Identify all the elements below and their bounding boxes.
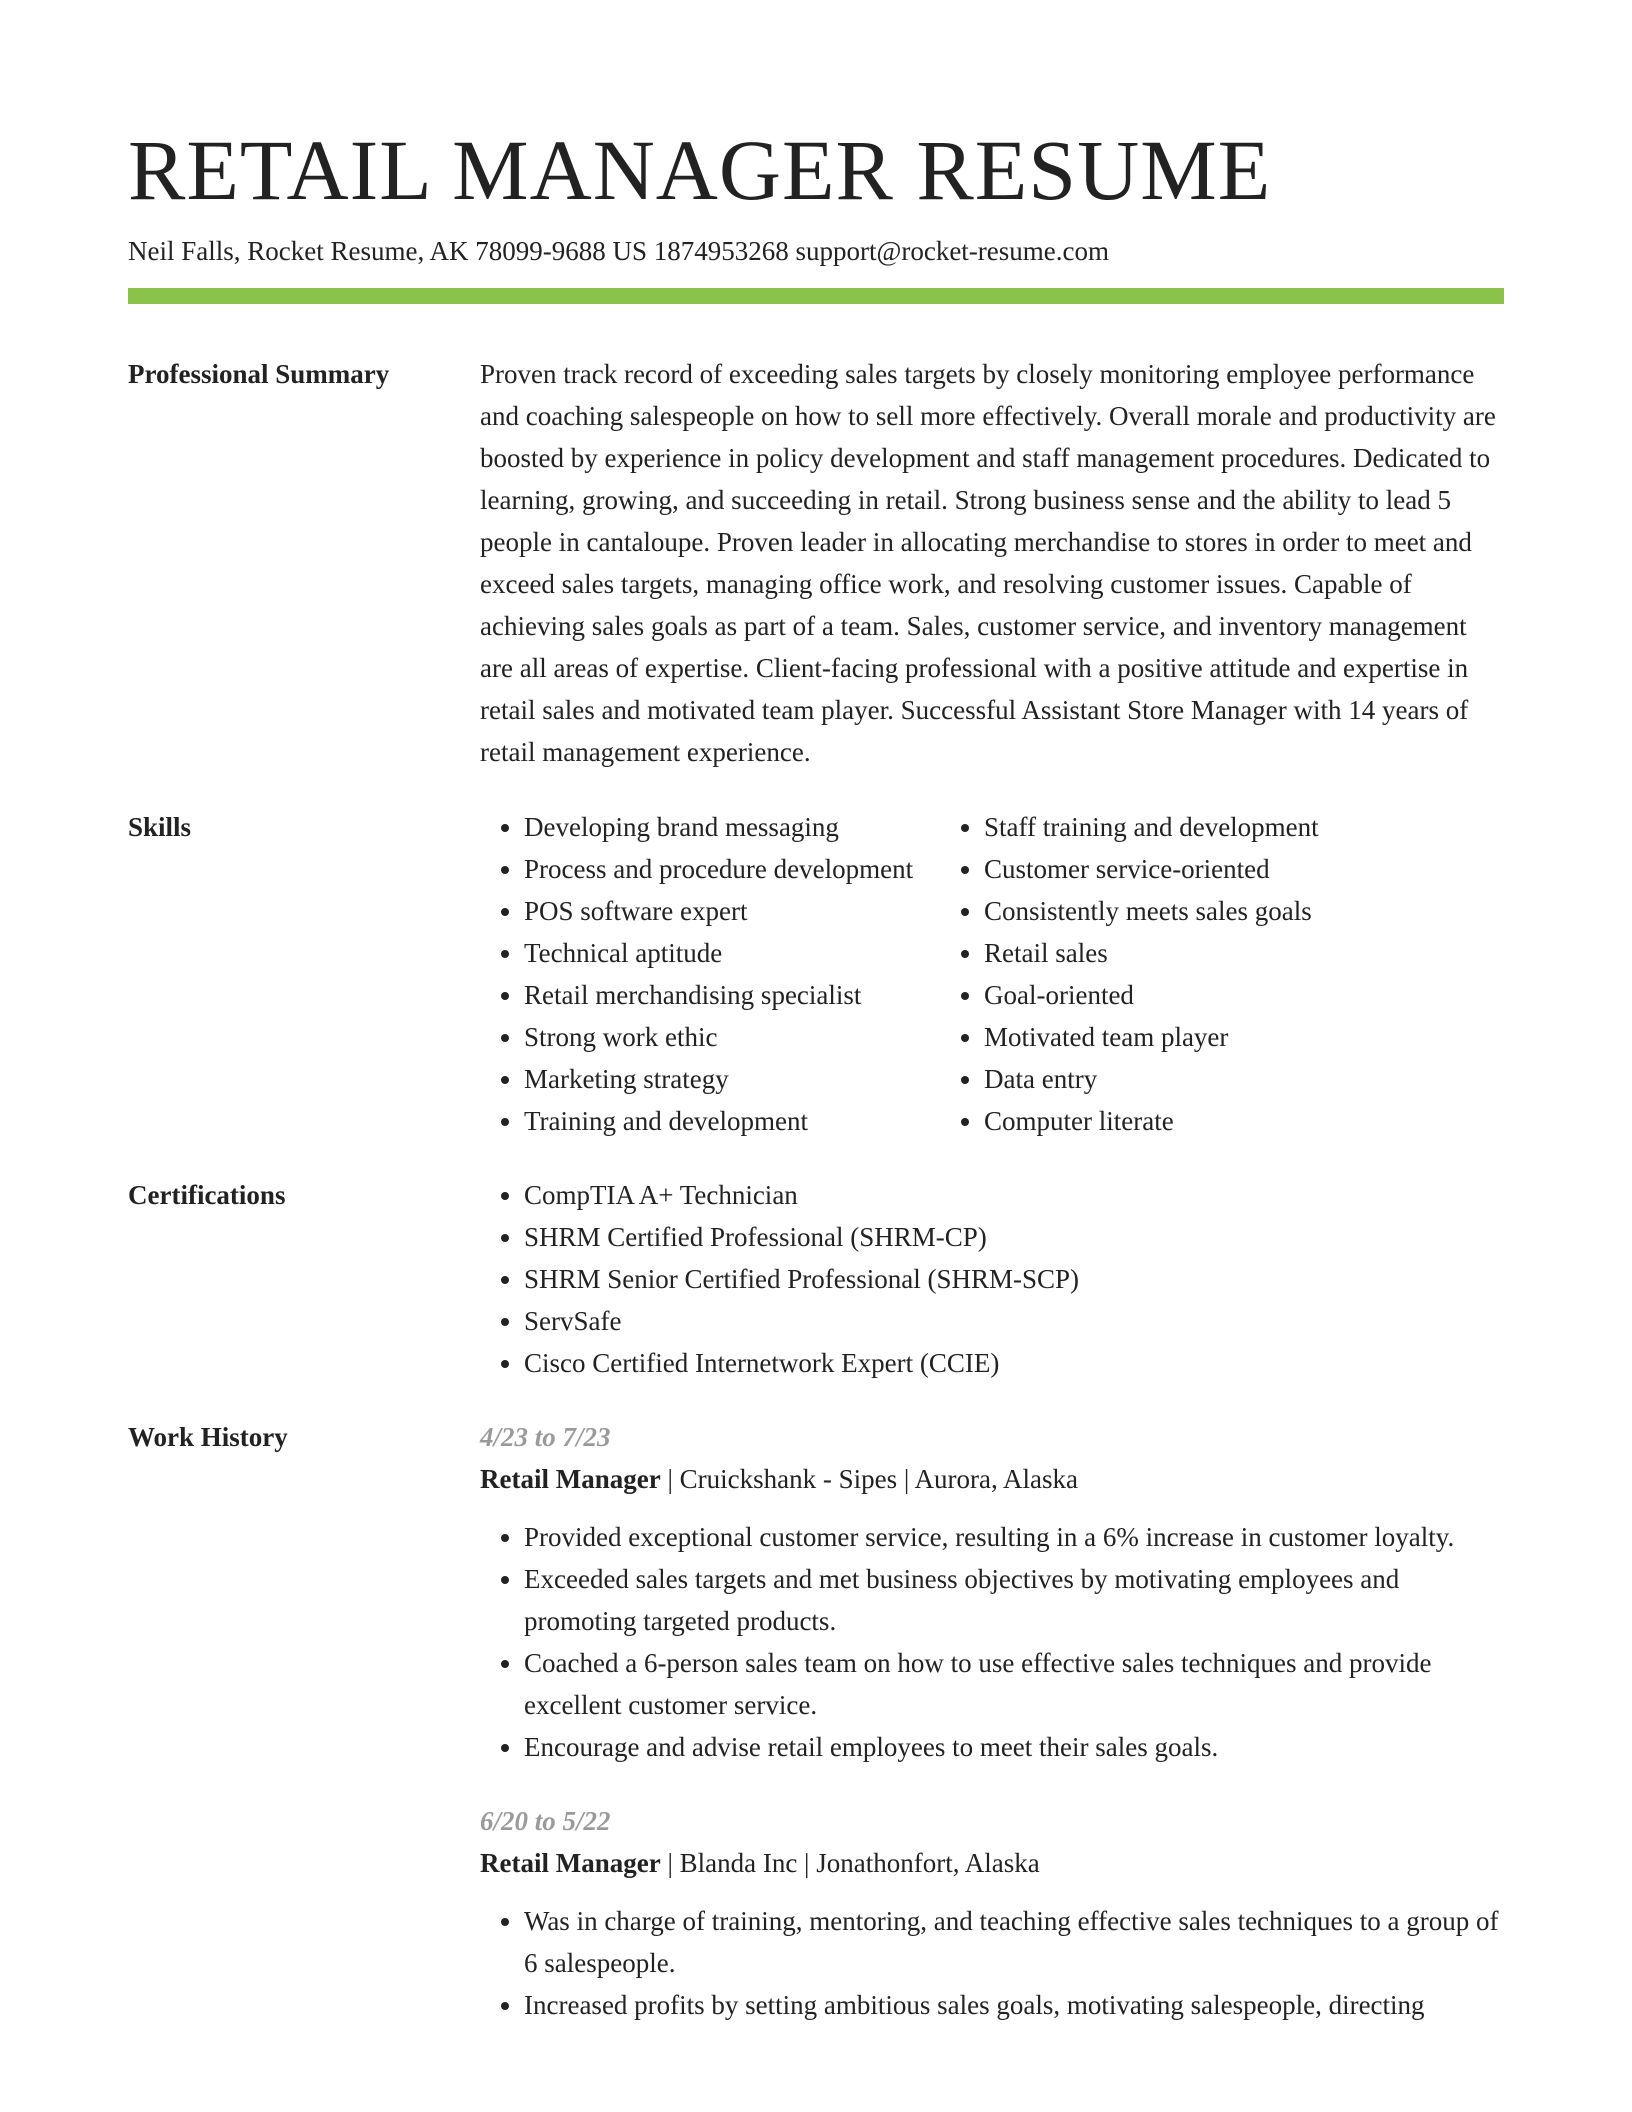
- certification-item: • SHRM Certified Professional (SHRM-CP): [524, 1216, 1504, 1258]
- job-company-location: | Cruickshank - Sipes | Aurora, Alaska: [660, 1464, 1078, 1494]
- skill-item: • Process and procedure development: [524, 848, 940, 890]
- job-bullet: • Exceeded sales targets and met business objectives by motivating employees and promoting targeted products.: [524, 1558, 1504, 1642]
- job-company-location: | Blanda Inc | Jonathonfort, Alaska: [660, 1848, 1040, 1878]
- resume-page: [128, 118, 1504, 2026]
- certification-item: • CompTIA A+ Technician: [524, 1174, 1504, 1216]
- summary-text: Proven track record of exceeding sales targets by closely monitoring employee performance and coaching salespeople on how to sell more effectively. Overall morale and productivity are boosted by experience in policy development and staff management procedures. Dedicated to learning, growing, and succeeding in retail. Strong business sense and the ability to lead 5 people in cantaloupe. Proven leader in allocating merchandise to stores in order to meet and exceed sales targets, managing office work, and resolving customer issues. Capable of achieving sales goals as part of a team. Sales, customer service, and inventory management are all areas of expertise. Client-facing professional with a positive attitude and expertise in retail sales and motivated team player. Successful Assistant Store Manager with 14 years of retail management experience.: [480, 359, 1496, 767]
- skill-item: • POS software expert: [524, 890, 940, 932]
- header-divider: [128, 288, 1504, 304]
- certifications-section: [128, 1174, 1504, 1384]
- work-history-heading: Work History: [128, 1422, 288, 1452]
- job-title: Retail Manager: [480, 1464, 661, 1494]
- skills-list-left: [480, 806, 940, 1142]
- summary-section: [128, 353, 1504, 773]
- skill-item: • Retail sales: [984, 932, 1504, 974]
- contact-line: [128, 234, 1504, 268]
- skill-item: • Computer literate: [984, 1100, 1504, 1142]
- certification-item: • ServSafe: [524, 1300, 1504, 1342]
- skill-item: • Motivated team player: [984, 1016, 1504, 1058]
- certifications-body: [480, 1174, 1504, 1384]
- skill-item: • Marketing strategy: [524, 1058, 940, 1100]
- resume-title: RETAIL MANAGER RESUME: [128, 122, 1272, 218]
- skill-item: • Consistently meets sales goals: [984, 890, 1504, 932]
- skills-heading: Skills: [128, 812, 192, 842]
- certifications-heading: Certifications: [128, 1180, 286, 1210]
- contact-email[interactable]: support@rocket-resume.com: [795, 236, 1110, 266]
- skill-item: • Strong work ethic: [524, 1016, 940, 1058]
- certifications-list: [480, 1174, 1504, 1384]
- skill-item: • Goal-oriented: [984, 974, 1504, 1016]
- job-bullet: • Increased profits by setting ambitious sales goals, motivating salespeople, directing: [524, 1984, 1504, 2026]
- job-dates: 6/20 to 5/22: [480, 1806, 611, 1836]
- skill-item: • Staff training and development: [984, 806, 1504, 848]
- skill-item: • Developing brand messaging: [524, 806, 940, 848]
- work-history-body: [480, 1416, 1504, 2026]
- skill-item: • Retail merchandising specialist: [524, 974, 940, 1016]
- job-bullets: [480, 1516, 1504, 1768]
- job-bullet: • Was in charge of training, mentoring, and teaching effective sales techniques to a group of 6 salespeople.: [524, 1900, 1504, 1984]
- job-entry: [480, 1800, 1504, 2026]
- job-bullet: • Encourage and advise retail employees to meet their sales goals.: [524, 1726, 1504, 1768]
- job-bullets: [480, 1900, 1504, 2026]
- skill-item: • Technical aptitude: [524, 932, 940, 974]
- job-header: [480, 1458, 1504, 1500]
- contact-address: Neil Falls, Rocket Resume, AK 78099-9688 US: [128, 236, 647, 266]
- job-dates: 4/23 to 7/23: [480, 1422, 611, 1452]
- work-history-section: [128, 1416, 1504, 2026]
- job-bullet: • Provided exceptional customer service, resulting in a 6% increase in customer loyalty.: [524, 1516, 1504, 1558]
- certification-item: • Cisco Certified Internetwork Expert (CCIE): [524, 1342, 1504, 1384]
- skills-list-right: [940, 806, 1504, 1142]
- job-bullet: • Coached a 6-person sales team on how to use effective sales techniques and provide excellent customer service.: [524, 1642, 1504, 1726]
- contact-phone: 1874953268: [653, 236, 789, 266]
- job-header: [480, 1842, 1504, 1884]
- certification-item: • SHRM Senior Certified Professional (SHRM-SCP): [524, 1258, 1504, 1300]
- skills-section: [128, 806, 1504, 1142]
- skill-item: • Training and development: [524, 1100, 940, 1142]
- skill-item: • Data entry: [984, 1058, 1504, 1100]
- skill-item: • Customer service-oriented: [984, 848, 1504, 890]
- job-title: Retail Manager: [480, 1848, 661, 1878]
- job-entry: [480, 1416, 1504, 1768]
- skills-columns: [480, 806, 1504, 1142]
- summary-heading: Professional Summary: [128, 359, 390, 389]
